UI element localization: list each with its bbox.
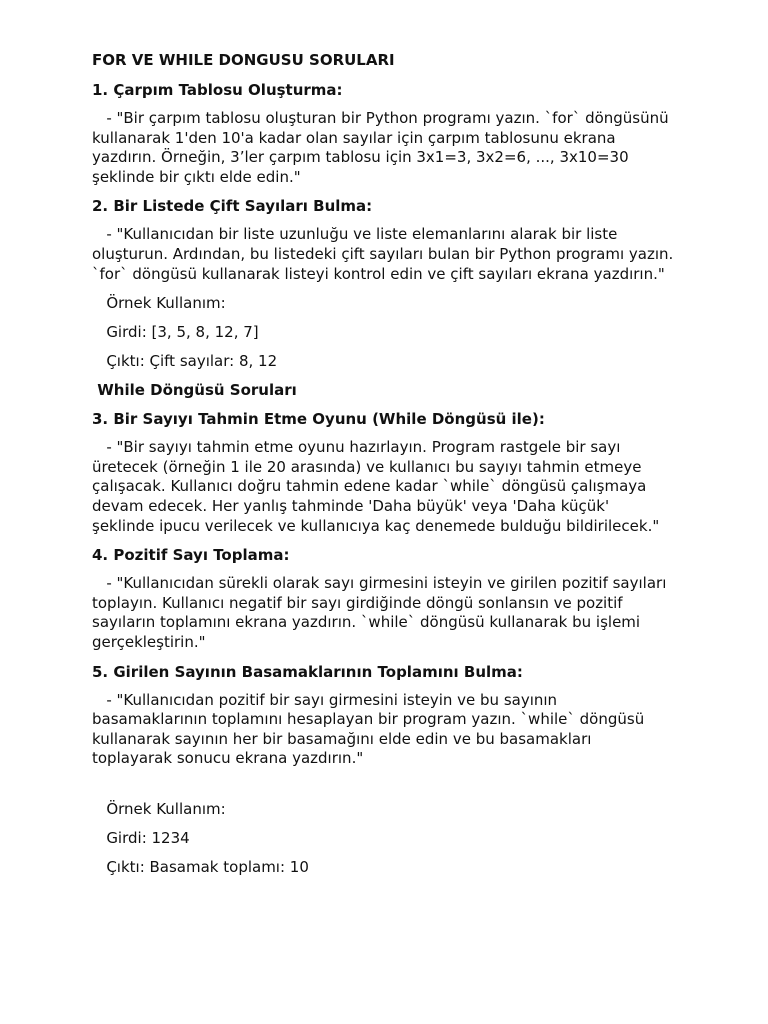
question-1-text: - "Bir çarpım tablosu oluşturan bir Python programı yazın. `for` döngüsünü kullanarak 1'den 10'a kadar olan sayılar için çarpım tablosunu ekrana yazdırın. Örneğin, 3’ler çarpım tablosu için 3x1=3, 3x2=6, ..., 3x10=30 şeklinde bir çıktı elde edin." (92, 109, 674, 186)
question-3-heading: 3. Bir Sayıyı Tahmin Etme Oyunu (While Döngüsü ile): (92, 410, 545, 429)
question-2-heading: 2. Bir Listede Çift Sayıları Bulma: (92, 197, 373, 216)
blank-spacer (92, 778, 676, 799)
question-4-heading: 4. Pozitif Sayı Toplama: (92, 546, 290, 565)
question-2-text: - "Kullanıcıdan bir liste uzunluğu ve liste elemanlarını alarak bir liste oluşturun. Ardından, bu listedeki çift sayıları bulan bir Python programı yazın. `for` döngüsü kullanarak listeyi kontrol edin ve çift sayıları ekrana yazdırın." (92, 225, 679, 283)
question-5-text: - "Kullanıcıdan pozitif bir sayı girmesini isteyin ve bu sayının basamaklarının toplamını hesaplayan bir program yazın. `while` döngüsü kullanarak sayının her bir basamağını elde edin ve bu basamakları toplayarak sonucu ekrana yazdırın." (92, 690, 649, 768)
document-title: FOR VE WHILE DONGUSU SORULARI (92, 51, 395, 69)
while-section-heading: While Döngüsü Soruları (92, 381, 297, 400)
question-5-example-input: Girdi: 1234 (92, 828, 190, 847)
document-page (92, 50, 679, 886)
question-4-text: - "Kullanıcıdan sürekli olarak sayı girmesini isteyin ve girilen pozitif sayıları toplayın. Kullanıcı negatif bir sayı girdiğinde döngü sonlansın ve pozitif sayıların toplamını ekrana yazdırın. `while` döngüsü kullanarak bu işlemi gerçekleştirin." (92, 574, 672, 651)
question-2-example-input: Girdi: [3, 5, 8, 12, 7] (92, 323, 259, 342)
question-3-text: - "Bir sayıyı tahmin etme oyunu hazırlayın. Program rastgele bir sayı üretecek (örneğin 1 ile 20 arasında) ve kullanıcı bu sayıyı tahmin etmeye çalışacak. Kullanıcı doğru tahmin edene kadar `while` döngüsü çalışmaya devam edecek. Her yanlış tahminde 'Daha büyük' veya 'Daha küçük' şeklinde ipucu verilecek ve kullanıcıya kaç denemede bulduğu bildirilecek." (92, 438, 660, 535)
question-5-example-output: Çıktı: Basamak toplamı: 10 (92, 857, 309, 876)
question-2-example-label: Örnek Kullanım: (92, 294, 226, 313)
question-5-heading: 5. Girilen Sayının Basamaklarının Toplamını Bulma: (92, 662, 523, 681)
question-2-example-output: Çıktı: Çift sayılar: 8, 12 (92, 352, 278, 371)
question-5-example-label: Örnek Kullanım: (92, 799, 226, 818)
question-1-heading: 1. Çarpım Tablosu Oluşturma: (92, 81, 343, 99)
